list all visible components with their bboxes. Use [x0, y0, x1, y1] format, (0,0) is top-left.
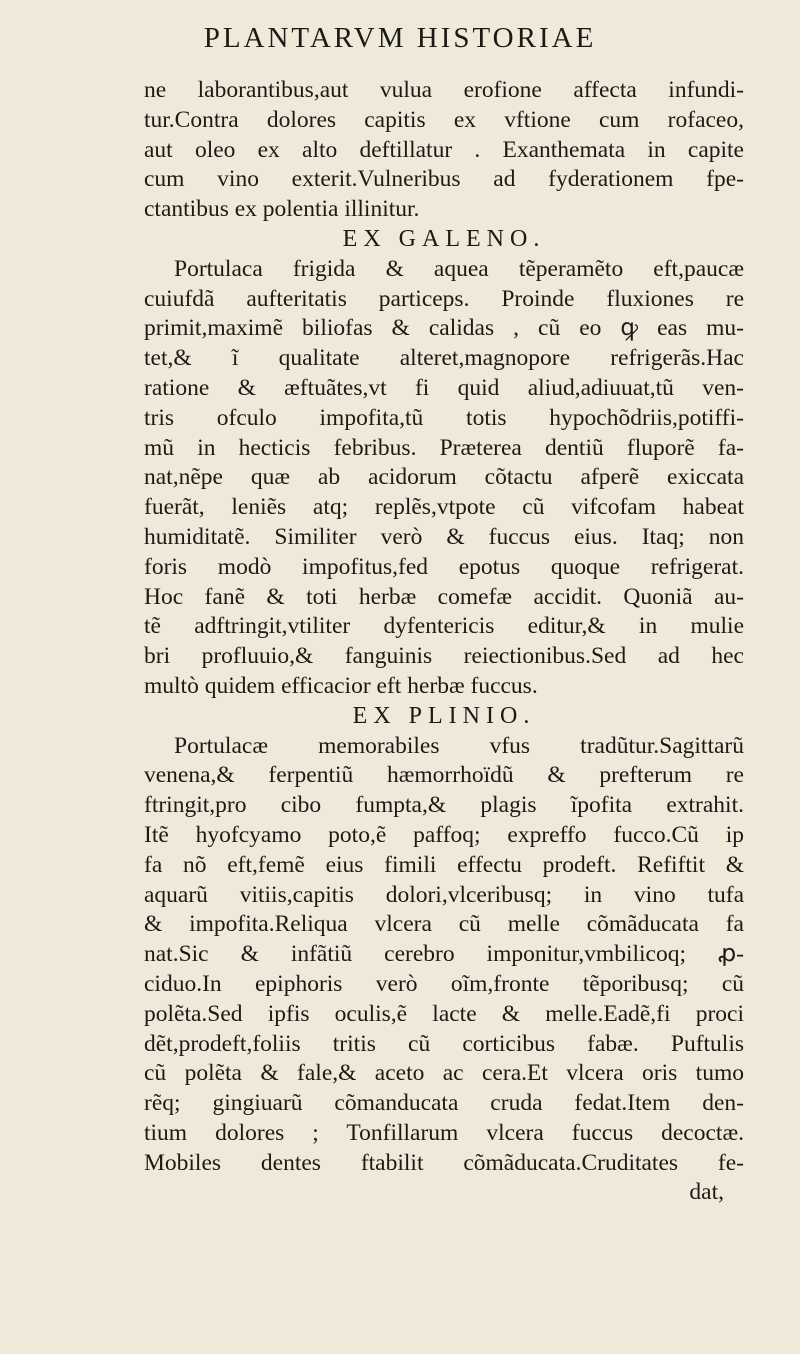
text-line: bri profluuio,& fanguinis reiectionibus.Sed ad hec — [144, 643, 744, 670]
text-line: venena,& ferpentiũ hæmorrhoïdũ & prefterum re — [144, 762, 744, 789]
text-line: ciduo.In epiphoris verò oĩm,fronte tẽporibusq; cũ — [144, 970, 744, 997]
text-line: tris ofculo impofita,tũ totis hypochõdriis,potiffi- — [144, 404, 744, 431]
text-line: & impofita.Reliqua vlcera cũ melle cõmãducata fa — [144, 911, 744, 938]
text-line: Itẽ hyofcyamo poto,ẽ paffoq; expreffo fucco.Cũ ip — [144, 821, 744, 848]
running-head: PLANTARVM HISTORIAE — [203, 22, 597, 54]
text-line: tẽ adftringit,vtiliter dyfentericis editur,& in mulie — [144, 613, 744, 640]
text-line: ctantibus ex polentia illinitur. — [144, 196, 420, 223]
text-line: mũ in hecticis febribus. Præterea dentiũ fluporẽ fa- — [144, 434, 744, 461]
text-line: rẽq; gingiuarũ cõmanducata cruda fedat.Item den- — [144, 1090, 744, 1117]
text-line: cum vino exterit.Vulneribus ad fyderationem fpe- — [144, 166, 744, 193]
body-text — [144, 76, 744, 1208]
text-line: Hoc fanẽ & toti herbæ comefæ accidit. Quoniã au- — [144, 583, 744, 610]
text-line: primit,maximẽ biliofas & calidas , cũ eo ꝙ eas mu- — [144, 315, 744, 342]
text-line: Mobiles dentes ftabilit cõmãducata.Cruditates fe- — [144, 1149, 744, 1176]
text-line: Portulaca frigida & aquea tẽperamẽto eft,paucæ — [174, 255, 744, 282]
text-line: tet,& ĩ qualitate alteret,magnopore refrigerãs.Hac — [144, 345, 744, 372]
text-line: tur.Contra dolores capitis ex vftione cum rofaceo, — [144, 106, 744, 133]
text-line: aut oleo ex alto deftillatur . Exanthemata in capite — [144, 136, 744, 163]
catchword: dat, — [689, 1179, 724, 1206]
text-line: ne laborantibus,aut vulua erofione affecta infundi- — [144, 77, 744, 103]
text-line: fuerãt, leniẽs atq; replẽs,vtpote cũ vifcofam habeat — [144, 494, 744, 521]
text-line: tium dolores ; Tonfillarum vlcera fuccus decoctæ. — [144, 1119, 744, 1146]
section-heading: EX PLINIO. — [352, 702, 536, 729]
text-line: polẽta.Sed ipfis oculis,ẽ lacte & melle.Eadẽ,fi proci — [144, 1000, 744, 1027]
text-line: dẽt,prodeft,foliis tritis cũ corticibus fabæ. Puftulis — [144, 1030, 744, 1057]
text-line: aquarũ vitiis,capitis dolori,vlceribusq; in vino tufa — [144, 881, 744, 908]
text-line: ftringit,pro cibo fumpta,& plagis ĩpofita extrahit. — [144, 792, 744, 819]
text-line: cũ polẽta & fale,& aceto ac cera.Et vlcera oris tumo — [144, 1060, 744, 1087]
section-heading: EX GALENO. — [342, 225, 546, 252]
text-line: cuiufdã aufteritatis particeps. Proinde fluxiones re — [144, 285, 744, 312]
text-line: multò quidem efficacior eft herbæ fuccus. — [144, 672, 538, 699]
text-line: foris modò impofitus,fed epotus quoque refrigerat. — [144, 553, 744, 580]
text-line: ratione & æftuãtes,vt fi quid aliud,adiuuat,tũ ven- — [144, 374, 744, 401]
text-line: humiditatẽ. Similiter verò & fuccus eius. Itaq; non — [144, 523, 744, 550]
text-line: nat,nẽpe quæ ab acidorum cõtactu afperẽ exiccata — [144, 464, 744, 491]
text-line: nat.Sic & infãtiũ cerebro imponitur,vmbilicoq; ꝓ- — [144, 941, 744, 968]
text-line: fa nõ eft,femẽ eius fimili effectu prodeft. Refiftit & — [144, 851, 744, 878]
text-line: Portulacæ memorabiles vfus tradũtur.Sagittarũ — [174, 732, 744, 759]
